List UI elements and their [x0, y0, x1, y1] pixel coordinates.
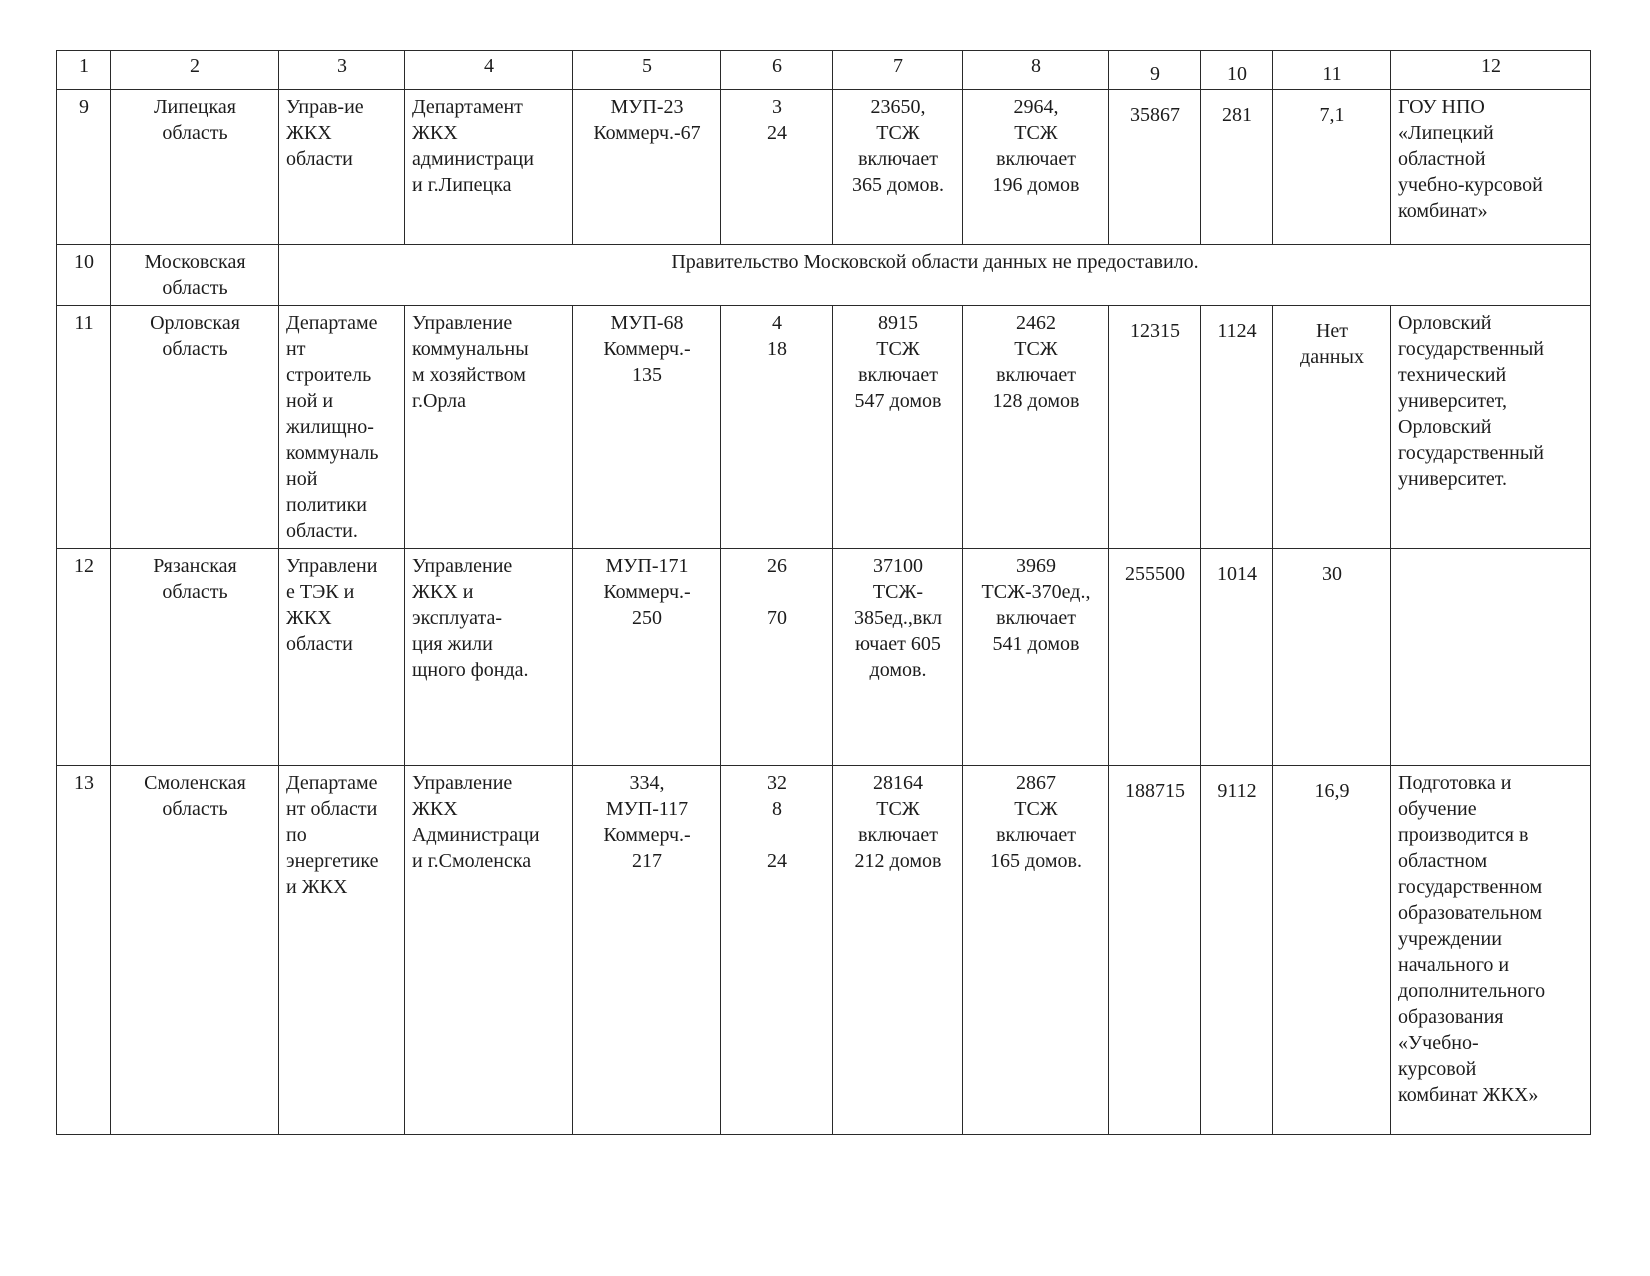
cell-line: ТСЖ — [1014, 122, 1058, 144]
cell-line: ТСЖ- — [872, 581, 924, 603]
cell-line: 8 — [772, 798, 782, 820]
cell-line: 128 домов — [992, 390, 1080, 412]
cell-line: и г.Смоленска — [412, 850, 532, 872]
cell-line: 70 — [767, 607, 787, 629]
cell-line: Департаме — [286, 312, 378, 334]
cell-line: 18 — [767, 338, 787, 360]
cell-line: государственный — [1398, 338, 1544, 360]
header-cell-9: 9 — [1109, 51, 1201, 90]
cell-line: МУП-171 — [605, 555, 689, 577]
cell-line: 26 — [767, 555, 787, 577]
header-cell-5: 5 — [573, 51, 721, 90]
cell-line: Коммерч.- — [603, 338, 691, 360]
cell-line: «Учебно- — [1398, 1032, 1479, 1054]
header-cell-7: 7 — [833, 51, 963, 90]
column-11-value — [1273, 306, 1391, 549]
cell-line: 135 — [632, 364, 662, 386]
column-8-values — [963, 90, 1109, 245]
column-9-value: 188715 — [1109, 766, 1201, 1135]
cell-line: Администраци — [412, 824, 540, 846]
cell-line: эксплуата- — [412, 607, 502, 629]
cell-line: ТСЖ — [1014, 798, 1058, 820]
column-9-value: 255500 — [1109, 549, 1201, 766]
cell-line: области — [286, 633, 353, 655]
row-number: 9 — [57, 90, 111, 245]
regional-authority — [279, 766, 405, 1135]
header-cell-1: 1 — [57, 51, 111, 90]
column-6-values — [721, 90, 833, 245]
column-11-value: 7,1 — [1273, 90, 1391, 245]
column-8-values — [963, 549, 1109, 766]
cell-line: области. — [286, 520, 358, 542]
column-9-value: 12315 — [1109, 306, 1201, 549]
column-11-value: 30 — [1273, 549, 1391, 766]
cell-line: ЖКХ — [412, 122, 458, 144]
cell-line: щного фонда. — [412, 659, 529, 681]
cell-line: Управление — [412, 555, 513, 577]
column-11-value: 16,9 — [1273, 766, 1391, 1135]
cell-line: МУП-68 — [610, 312, 684, 334]
cell-line: область — [162, 581, 228, 603]
cell-line: включает — [858, 148, 938, 170]
city-authority — [405, 306, 573, 549]
column-10-value: 9112 — [1201, 766, 1273, 1135]
table-row — [57, 245, 1591, 306]
column-6-values — [721, 306, 833, 549]
header-cell-4: 4 — [405, 51, 573, 90]
cell-line: 24 — [767, 850, 787, 872]
cell-line: и ЖКХ — [286, 876, 348, 898]
cell-line: ной — [286, 468, 318, 490]
cell-line: область — [162, 338, 228, 360]
column-10-value: 281 — [1201, 90, 1273, 245]
column-10-value: 1014 — [1201, 549, 1273, 766]
cell-line: ЖКХ — [286, 607, 332, 629]
cell-line: домов. — [869, 659, 927, 681]
cell-line: Орловский — [1398, 416, 1492, 438]
cell-line: комбинат» — [1398, 200, 1488, 222]
cell-line: начального и — [1398, 954, 1510, 976]
cell-line: ЖКХ — [412, 798, 458, 820]
cell-line: Управ-ие — [286, 96, 364, 118]
cell-line: области — [286, 148, 353, 170]
cell-line: 2867 — [1016, 772, 1056, 794]
row-number: 10 — [57, 245, 111, 306]
cell-line: ТСЖ — [876, 798, 920, 820]
cell-line: технический — [1398, 364, 1507, 386]
cell-line: 212 домов — [854, 850, 942, 872]
row-number: 11 — [57, 306, 111, 549]
header-cell-3: 3 — [279, 51, 405, 90]
cell-line: дополнительного — [1398, 980, 1546, 1002]
cell-line: областной — [1398, 148, 1486, 170]
cell-line: строитель — [286, 364, 372, 386]
cell-line: производится в — [1398, 824, 1529, 846]
cell-line: Департаме — [286, 772, 378, 794]
cell-line: 8915 — [878, 312, 918, 334]
row-number: 12 — [57, 549, 111, 766]
cell-line: Орловская — [150, 312, 240, 334]
cell-line: Управление — [412, 772, 513, 794]
header-row — [57, 51, 1591, 90]
cell-line: МУП-23 — [610, 96, 684, 118]
cell-line: е ТЭК и — [286, 581, 355, 603]
training-institution — [1391, 306, 1591, 549]
cell-line: 334, — [629, 772, 665, 794]
header-cell-6: 6 — [721, 51, 833, 90]
cell-line: 3 — [772, 96, 782, 118]
header-cell-11: 11 — [1273, 51, 1391, 90]
cell-line: Коммерч.- — [603, 824, 691, 846]
enterprises — [573, 549, 721, 766]
cell-line: 385ед.,вкл — [854, 607, 942, 629]
cell-line: политики — [286, 494, 367, 516]
cell-line: Управлени — [286, 555, 378, 577]
cell-line: включает — [996, 607, 1076, 629]
cell-line: г.Орла — [412, 390, 466, 412]
cell-line: 250 — [632, 607, 662, 629]
cell-line: 541 домов — [992, 633, 1080, 655]
regional-authority — [279, 549, 405, 766]
cell-line: ция жили — [412, 633, 493, 655]
cell-line: коммуналь — [286, 442, 379, 464]
cell-line: и г.Липецка — [412, 174, 512, 196]
region-name — [111, 90, 279, 245]
cell-line: включает — [996, 824, 1076, 846]
cell-line: 23650, — [870, 96, 926, 118]
cell-line — [728, 579, 826, 605]
cell-line: область — [162, 798, 228, 820]
column-10-value: 1124 — [1201, 306, 1273, 549]
column-7-values — [833, 549, 963, 766]
column-6-values — [721, 766, 833, 1135]
region-name — [111, 766, 279, 1135]
cell-line: Департамент — [412, 96, 523, 118]
cell-line: Коммерч.-67 — [593, 122, 701, 144]
cell-line: учреждении — [1398, 928, 1502, 950]
cell-line: образовательном — [1398, 902, 1543, 924]
cell-line: 2964, — [1013, 96, 1059, 118]
table-row — [57, 306, 1591, 549]
cell-line: 24 — [767, 122, 787, 144]
cell-line: ГОУ НПО — [1398, 96, 1485, 118]
regional-authority — [279, 306, 405, 549]
column-7-values — [833, 306, 963, 549]
cell-line: м хозяйством — [412, 364, 526, 386]
cell-line: данных — [1300, 346, 1364, 368]
cell-line: 365 домов. — [852, 174, 944, 196]
cell-line: Коммерч.- — [603, 581, 691, 603]
cell-line: нт — [286, 338, 306, 360]
cell-line: Нет — [1315, 320, 1349, 342]
cell-line: включает — [858, 824, 938, 846]
cell-line: жилищно- — [286, 416, 374, 438]
enterprises — [573, 90, 721, 245]
header-cell-10: 10 — [1201, 51, 1273, 90]
cell-line: курсовой — [1398, 1058, 1477, 1080]
cell-line: администраци — [412, 148, 534, 170]
training-institution — [1391, 766, 1591, 1135]
cell-line: 165 домов. — [990, 850, 1082, 872]
cell-line: Орловский — [1398, 312, 1492, 334]
column-8-values — [963, 766, 1109, 1135]
cell-line: ючает 605 — [855, 633, 941, 655]
cell-line: 3969 — [1016, 555, 1056, 577]
cell-line: по — [286, 824, 307, 846]
cell-line: Липецкая — [153, 96, 237, 118]
city-authority — [405, 549, 573, 766]
cell-line: 196 домов — [992, 174, 1080, 196]
cell-line: Рязанская — [153, 555, 237, 577]
cell-line: «Липецкий — [1398, 122, 1494, 144]
column-7-values — [833, 90, 963, 245]
region-name — [111, 549, 279, 766]
cell-line: 547 домов — [854, 390, 942, 412]
table-row — [57, 766, 1591, 1135]
header-cell-8: 8 — [963, 51, 1109, 90]
cell-line: ТСЖ — [1014, 338, 1058, 360]
city-authority — [405, 766, 573, 1135]
region-name — [111, 306, 279, 549]
cell-line: ЖКХ — [286, 122, 332, 144]
no-data-note: Правительство Московской области данных не предоставило. — [279, 245, 1591, 306]
cell-line: комбинат ЖКХ» — [1398, 1084, 1539, 1106]
cell-line: государственном — [1398, 876, 1543, 898]
cell-line: Московская — [144, 251, 246, 273]
cell-line: Смоленская — [144, 772, 246, 794]
cell-line: 32 — [767, 772, 787, 794]
cell-line: ТСЖ-370ед., — [981, 581, 1091, 603]
enterprises — [573, 766, 721, 1135]
cell-line: нт области — [286, 798, 378, 820]
cell-line: область — [162, 277, 228, 299]
cell-line: Управление — [412, 312, 513, 334]
cell-line: 4 — [772, 312, 782, 334]
cell-line: 28164 — [873, 772, 923, 794]
training-institution — [1391, 549, 1591, 766]
cell-line: ТСЖ — [876, 122, 920, 144]
row-number: 13 — [57, 766, 111, 1135]
cell-line: энергетике — [286, 850, 379, 872]
column-7-values — [833, 766, 963, 1135]
cell-line: обучение — [1398, 798, 1477, 820]
cell-line: университет. — [1398, 468, 1508, 490]
cell-line: учебно-курсовой — [1398, 174, 1543, 196]
cell-line: государственный — [1398, 442, 1544, 464]
cell-line: МУП-117 — [605, 798, 689, 820]
cell-line: университет, — [1398, 390, 1508, 412]
city-authority — [405, 90, 573, 245]
column-9-value: 35867 — [1109, 90, 1201, 245]
cell-line — [728, 822, 826, 848]
cell-line: ЖКХ и — [412, 581, 474, 603]
cell-line: Подготовка и — [1398, 772, 1512, 794]
column-6-values — [721, 549, 833, 766]
region-name — [111, 245, 279, 306]
cell-line: ной и — [286, 390, 334, 412]
cell-line: 2462 — [1016, 312, 1056, 334]
regional-authority — [279, 90, 405, 245]
enterprises — [573, 306, 721, 549]
column-8-values — [963, 306, 1109, 549]
cell-line: коммунальны — [412, 338, 529, 360]
cell-line: включает — [996, 148, 1076, 170]
cell-line: областном — [1398, 850, 1488, 872]
cell-line: 217 — [632, 850, 662, 872]
cell-line: включает — [996, 364, 1076, 386]
data-table — [56, 50, 1591, 1135]
header-cell-2: 2 — [111, 51, 279, 90]
cell-line: образования — [1398, 1006, 1504, 1028]
table-row — [57, 549, 1591, 766]
table-row — [57, 90, 1591, 245]
cell-line: ТСЖ — [876, 338, 920, 360]
header-cell-12: 12 — [1391, 51, 1591, 90]
cell-line: область — [162, 122, 228, 144]
training-institution — [1391, 90, 1591, 245]
cell-line: 37100 — [873, 555, 923, 577]
cell-line: включает — [858, 364, 938, 386]
